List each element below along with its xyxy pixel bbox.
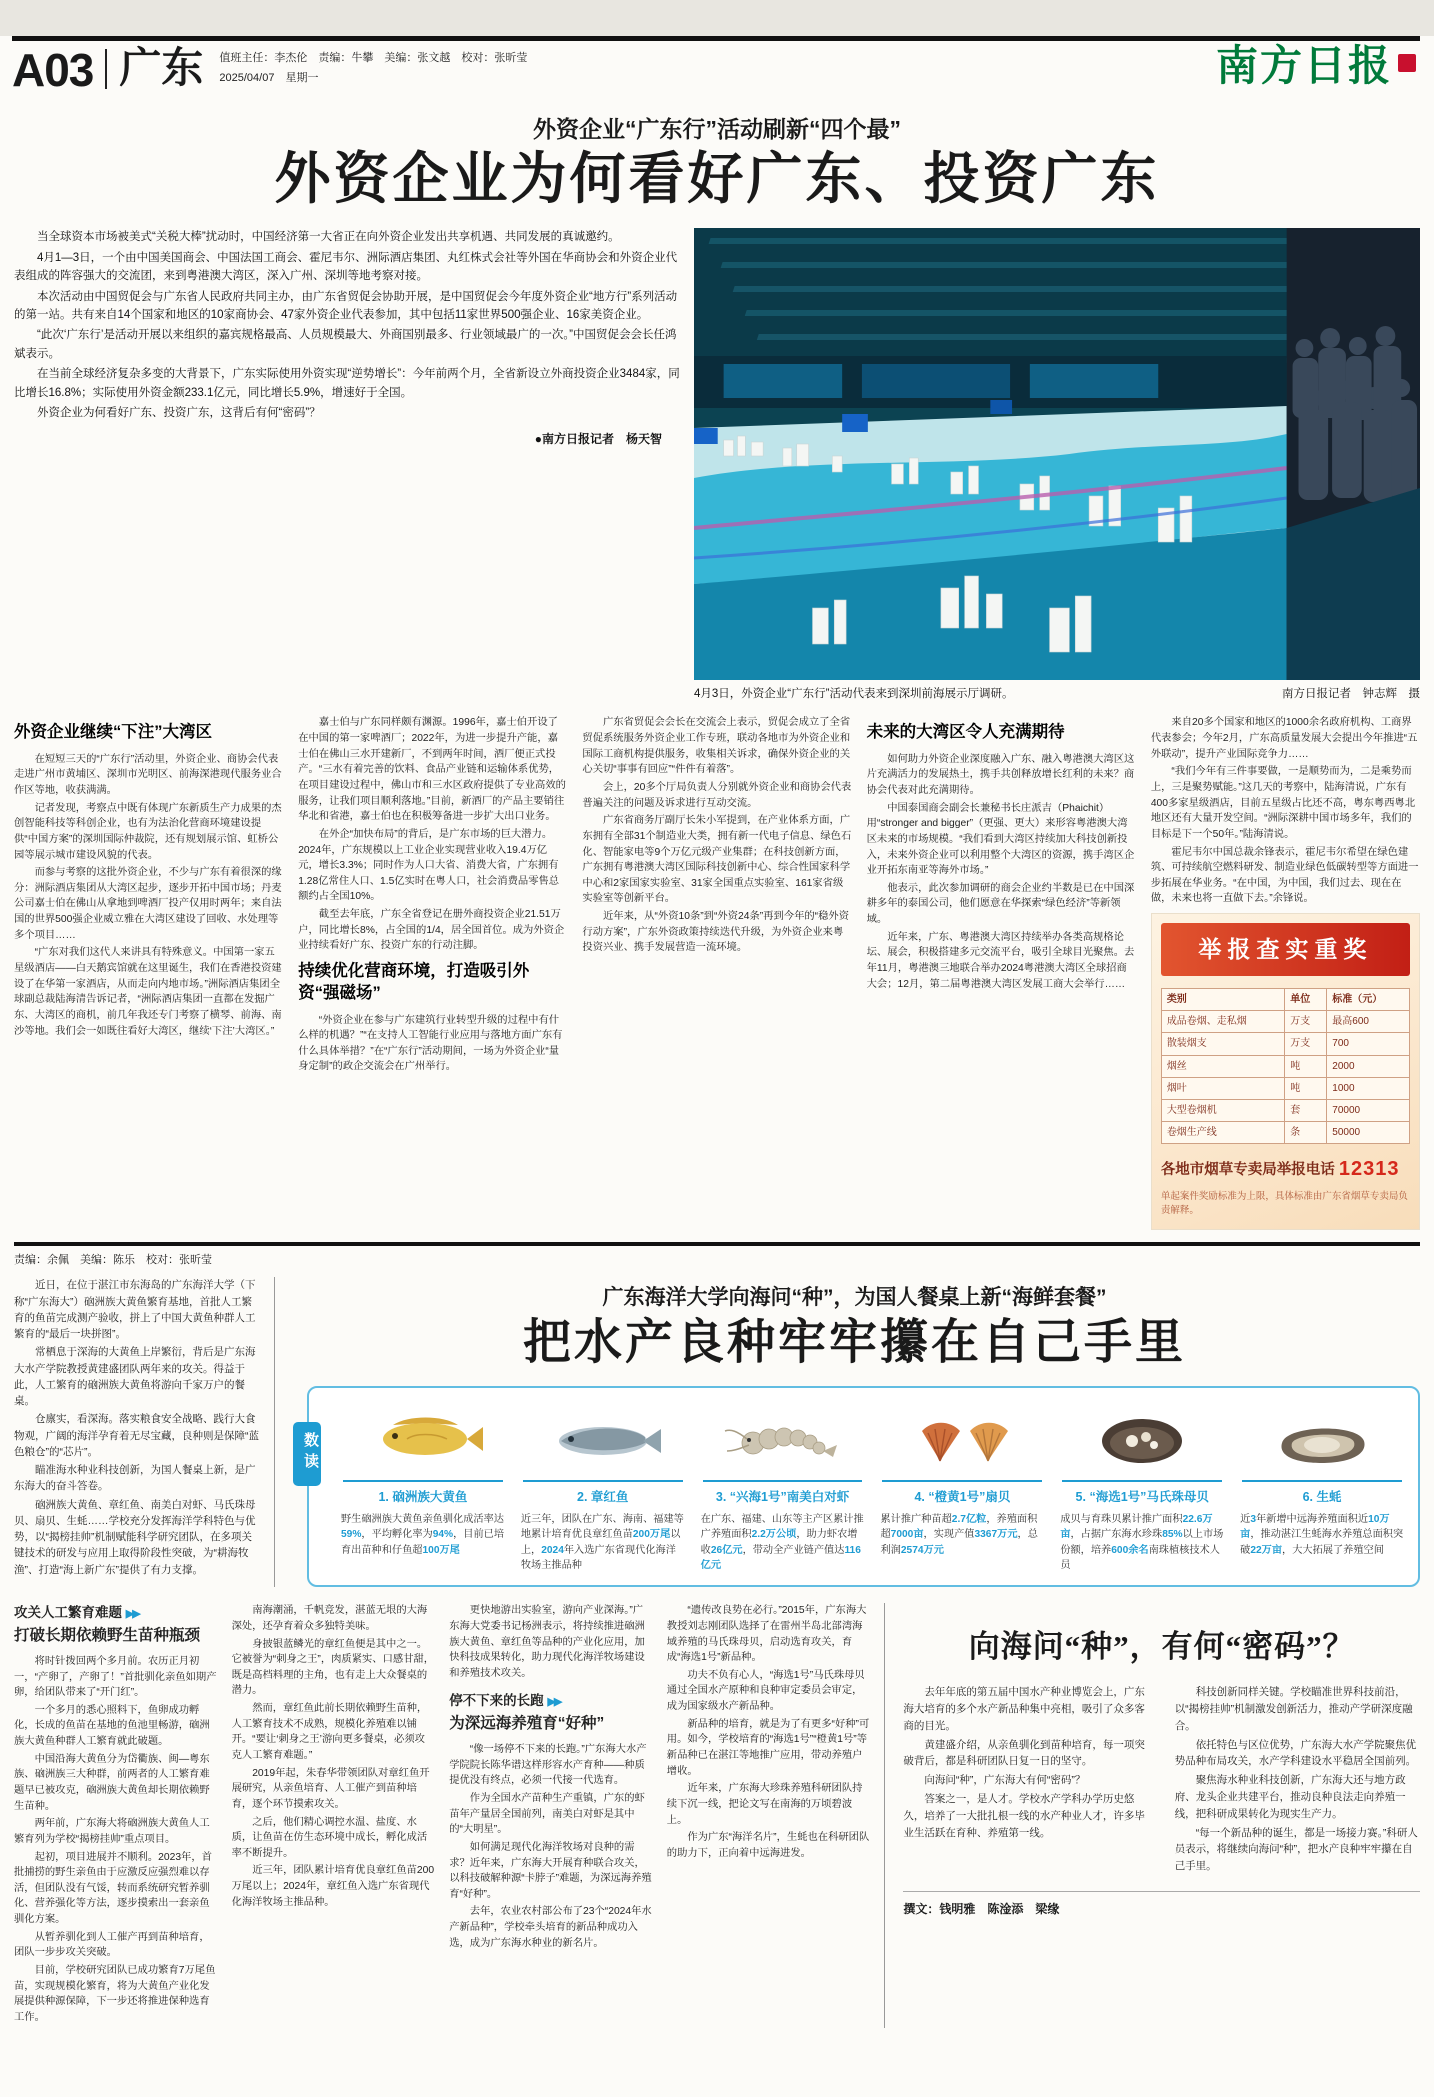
paragraph: 记者发现，考察点中既有体现广东新质生产力成果的杰创智能科技等科创企业，也有为法治化营商环境建设提供“中国方案”的深圳国际仲裁院，还有规划展示馆、虹桥公园等展示城市建设风貌的代表。	[14, 802, 282, 861]
paragraph: 当全球资本市场被美式“关税大棒”扰动时，中国经济第一大省正在向外资企业发出共享机遇、共同发展的真诚邀约。	[37, 231, 620, 244]
species-card-2	[519, 1402, 687, 1573]
cell-unit: 条	[1285, 1122, 1327, 1144]
article2-column-c	[449, 1603, 652, 2027]
feature-headline: 向海问“种”，有何“密码”？	[968, 1629, 1355, 1665]
paragraph: 广东省商务厅副厅长朱小军提到，在产业体系方面，广东拥有全部31个制造业大类，拥有新一代电子信息、绿色石化、智能家电等9个万亿元级产业集群；在科技创新方面，广东拥有粤港澳大湾区国际科技创新中心、综合性国家科学中心和2家国家实验室、31家全国重点实验室、161家省级实验室等创新平台。	[582, 815, 852, 905]
article2-kicker: 广东海洋大学向海问“种”，为国人餐桌上新“海鲜套餐”	[602, 1286, 1107, 1310]
article1-body	[0, 701, 1434, 1230]
species-image-oyster	[1238, 1402, 1406, 1476]
column-paragraphs	[449, 1603, 652, 1681]
paragraph: 4月1—3日，一个由中国美国商会、中国法国工商会、霍尼韦尔、洲际酒店集团、丸红株式会社等外国在华商协会和外资企业代表组成的阵容强大的交流团，来到粤港澳大湾区，深入广州、深圳等地考察对接。	[14, 251, 678, 283]
reporter-byline: ●南方日报记者 杨天智	[534, 432, 662, 447]
species-image-large-yellow-croaker	[339, 1402, 507, 1476]
paragraph: 身披银蓝鳞光的章红鱼便是其中之一。它被誉为“刺身之王”，肉质紧实、口感甘甜，既是高档料理的主角，也有走上大众餐桌的潜力。	[231, 1638, 435, 1697]
species-card-3	[699, 1402, 867, 1573]
column-paragraphs	[1151, 715, 1420, 907]
article1-column-2	[298, 715, 567, 1230]
article2-top	[0, 1277, 1434, 1587]
mid-section-heads	[449, 1691, 652, 1734]
paragraph: 在短短三天的“广东行”活动里，外资企业、商协会代表走进广州市黄埔区、深圳市光明区、前海深港现代服务业合作区等地，收获满满。	[14, 753, 282, 796]
paragraph: 如何满足现代化海洋牧场对良种的需求？近年来，广东海大开展育种联合攻关，以科技破解种源“卡脖子”难题，为深远海养殖育“好种”。	[449, 1841, 652, 1900]
cell-standard: 50000	[1327, 1122, 1410, 1144]
ad-title: 举报查实重奖	[1161, 923, 1410, 976]
paragraph: 近年来，广东海大珍珠养殖科研团队持续下沉一线，把论文写在南海的万顷碧波上。	[666, 1783, 863, 1826]
species-title: 5. “海选1号”马氏珠母贝	[1075, 1490, 1209, 1505]
cell-category: 散装烟支	[1161, 1033, 1284, 1055]
data-cards-box	[302, 1386, 1420, 1587]
article1-column-1	[14, 715, 283, 1230]
table-row	[1161, 1055, 1409, 1077]
column-paragraphs	[582, 715, 851, 956]
paragraph: “广东对我们这代人来讲具有特殊意义。中国第一家五星级酒店——白天鹅宾馆就在这里诞生，我们在香港投资建设了在华第一家酒店，从而走向内地市场。”洲际酒店集团全球副总裁陆海清告诉记者，“洲际酒店集团一直都在发掘广东、大湾区的商机，前几年我还专门考察了横琴、前海、南沙等地。我们会一如既往看好大湾区，继续‘下注’大湾区。”	[14, 947, 282, 1037]
paragraph: 聚焦海水种业科技创新，广东海大还与地方政府、龙头企业共建平台，推动良种良法走向养殖一线，把科研成果转化为现实生产力。	[1174, 1774, 1406, 1820]
paragraph: 来自20多个国家和地区的1000余名政府机构、工商界代表参会；今年2月，广东高质量发展大会提出今年推进“五外联动”，提升产业国际竞争力……	[1150, 717, 1418, 760]
masthead-credits	[219, 47, 527, 89]
article2-column-d	[667, 1603, 870, 2027]
news-photo	[694, 228, 1420, 680]
arrow-icon: ▶▶	[547, 1696, 561, 1709]
writers-credit: 撰文：钱明雅 陈淦添 梁缘	[903, 1891, 1420, 1917]
section-head-1: 外资企业继续“下注”大湾区	[14, 723, 212, 742]
species-image-scallop	[878, 1402, 1046, 1476]
lede-paragraphs	[14, 228, 682, 422]
pearl-shell-icon	[1082, 1409, 1202, 1469]
feature-paragraphs	[903, 1684, 1420, 1875]
article2-headline-block	[289, 1277, 1420, 1587]
species-stats: 近三年，团队在广东、海南、福建等地累计培育优良章红鱼苗200万尾以上，2024年入选广东省现代化海洋牧场主推品种	[520, 1514, 684, 1571]
paragraph: 仓廪实，看深海。落实粮食安全战略、践行大食物观，广阔的海洋孕育着无尽宝藏，良种则是保障“蓝色粮仓”的“芯片”。	[14, 1413, 259, 1458]
sub-section-head	[449, 1691, 652, 1712]
paper-logo	[1216, 33, 1416, 93]
paragraph: 去年年底的第五届中国水产种业博览会上，广东海大培育的多个水产新品种集中亮相，吸引了众多客商的目光。	[903, 1686, 1145, 1732]
cell-category: 烟丝	[1161, 1055, 1284, 1077]
paragraph: 目前，学校研究团队已成功繁育7万尾鱼苗，实现规模化繁育，将为大黄鱼产业化发展提供种源保障，下一步还将推进保种选育工作。	[14, 1965, 216, 2023]
table-row	[1161, 1099, 1409, 1121]
paragraph: 近年来，广东、粤港澳大湾区持续举办各类高规格论坛、展会，积极搭建多元交流平台，吸引全球目光聚焦。去年11月，粤港澳三地联合举办2024粤港澳大湾区全球招商大会；12月，第二届粤港澳大湾区发展工商大会举行……	[866, 931, 1135, 990]
column-paragraphs	[449, 1742, 652, 1951]
editor-credits: 值班主任：李杰伦 责编：牛攀 美编：张文越 校对：张昕莹	[219, 52, 528, 64]
species-stats: 成贝与育珠贝累计推广面积22.6万亩，占据广东海水珍珠85%以上市场份额，培养600余名南珠植核技术人员	[1060, 1514, 1224, 1571]
paragraph: “遗传改良势在必行。”2015年，广东海大教授刘志刚团队选择了在雷州半岛北部湾海域养殖的马氏珠母贝，启动选育攻关，育成“海选1号”新品种。	[666, 1605, 867, 1664]
paragraph: 如何助力外资企业深度融入广东、融入粤港澳大湾区这片充满活力的发展热土，携手共创释放增长红利的未来？商协会代表对此充满期待。	[866, 753, 1135, 796]
arrow-icon: ▶▶	[125, 1608, 139, 1621]
reward-table	[1161, 988, 1410, 1144]
species-image-white-shrimp	[699, 1402, 867, 1476]
paragraph: 更快地游出实验室，游向产业深海。”广东海大党委书记杨洲表示，将持续推进硇洲族大黄鱼、章红鱼等品种的产业化应用，加快科技成果转化，助力现代化海洋牧场建设和养殖技术攻关。	[449, 1605, 645, 1679]
column-paragraphs	[14, 752, 283, 1040]
masthead-divider	[105, 49, 107, 89]
sub-section-head	[14, 1603, 217, 1624]
cell-standard: 最高600	[1327, 1011, 1410, 1033]
scallop-icon	[902, 1409, 1022, 1469]
paragraph: 会上，20多个厅局负责人分别就外资企业和商协会代表普遍关注的问题及诉求进行互动交流。	[582, 781, 852, 809]
column-paragraphs	[298, 1013, 567, 1076]
paragraph: “我们今年有三件事要做，一是顺势而为，二是乘势而上，三是聚势赋能。”这几天的考察中，陆海清说，广东有400多家星级酒店，目前五星级占比还不高，粤东粤西粤北地区还有大量开发空间。“洲际深耕中国市场多年，我们的目标是下一个50年。”陆海清说。	[1150, 766, 1416, 840]
species-card-1	[339, 1402, 507, 1573]
paragraph: “外资企业在参与广东建筑行业转型升级的过程中有什么样的机遇？”“在支持人工智能行业应用与落地方面广东有什么具体举措？”在“广东行”活动期间，一场为外资企业“量身定制”的政企交流会在广州举行。	[298, 1014, 563, 1073]
species-card-5	[1058, 1402, 1226, 1573]
report-hotline	[1161, 1154, 1410, 1184]
col-header: 标准（元）	[1327, 989, 1410, 1011]
species-stats: 在广东、福建、山东等主产区累计推广养殖面积2.2万公顷，助力虾农增收26亿元，带动全产业链产值达116亿元	[700, 1514, 864, 1571]
col-header: 单位	[1285, 989, 1327, 1011]
sub-section-title: 为深远海养殖育“好种”	[449, 1714, 605, 1732]
article1-headline: 外资企业为何看好广东、投资广东	[274, 149, 1160, 211]
paragraph: 从暂养驯化到人工催产再到苗种培育，团队一步步攻关突破。	[14, 1931, 210, 1959]
paragraph: “每一个新品种的诞生，都是一场接力赛。”科研人员表示，将继续向海问“种”，把水产良种牢牢攥在自己手里。	[1174, 1826, 1418, 1873]
paragraph: 南海潮涌，千帆竞发，湛蓝无垠的大海深处，还孕育着众多独特美味。	[231, 1605, 428, 1632]
paragraph: 瞄准海水种业科技创新，为国人餐桌上新，是广东海大的奋斗答卷。	[14, 1464, 256, 1493]
sub-head-text: 攻关人工繁育难题	[14, 1605, 122, 1621]
paragraph: 本次活动由中国贸促会与广东省人民政府共同主办，由广东省贸促会协助开展，是中国贸促会今年度外资企业“地方行”系列活动的第一站。共有来自14个国家和地区的10家商协会、47家外资企业代表参加，其中包括11家世界500强企业、16家美资企业。	[14, 290, 678, 321]
species-title: 6. 生蚝	[1302, 1490, 1342, 1505]
ad-footnote: 单起案件奖励标准为上限，具体标准由广东省烟草专卖局负责解释。	[1160, 1190, 1408, 1216]
article1-top	[0, 228, 1434, 701]
hotline-number: 12313	[1338, 1158, 1400, 1181]
table-row	[1161, 1033, 1409, 1055]
paragraph: 嘉士伯与广东同样颇有渊源。1996年，嘉士伯开设了在中国的第一家啤酒厂；2022年，为进一步提升产能，嘉士伯在佛山三水开建新厂，不到两年时间，酒厂便正式投产。“三水有着完善的饮料、食品产业链和运输体系优势，在项目建设过程中，佛山市和三水区政府提供了专业高效的服务，让我们项目顺利落地。”目前，新酒厂的产品主要销往华北和省港，嘉士伯也在积极筹备进一步扩大出口业务。	[298, 717, 566, 823]
newspaper-page	[0, 36, 1434, 2097]
data-readout-tab: 数读	[293, 1422, 321, 1486]
page-number: A03	[12, 44, 94, 96]
species-title: 4. “橙黄1号”扇贝	[914, 1490, 1011, 1505]
section-head-2: 持续优化营商环境，打造吸引外资“强磁场”	[298, 962, 530, 1003]
species-stats: 累计推广种苗超2.7亿粒，养殖面积超7000亩，实现产值3367万元，总利润2574万元	[880, 1514, 1038, 1556]
paragraph: 作为广东“海洋名片”，生蚝也在科研团队的助力下，正向着中远海进发。	[666, 1832, 870, 1859]
paragraph: 一个多月的悉心照料下，鱼卵成功孵化，长成的鱼苗在基地的鱼池里畅游，硇洲族大黄鱼种群人工繁育就此破题。	[14, 1704, 210, 1748]
column-paragraphs	[232, 1603, 435, 1910]
sub-section-title: 打破长期依赖野生苗种瓶颈	[14, 1626, 201, 1644]
paragraph: “此次‘广东行’是活动开展以来组织的嘉宾规格最高、人员规模最大、外商国别最多、行业领域最广的一次。”中国贸促会会长任鸿斌表示。	[14, 329, 677, 360]
column-paragraphs	[298, 715, 567, 954]
photo-credit: 南方日报记者 钟志辉 摄	[1282, 688, 1420, 701]
cell-unit: 万支	[1285, 1033, 1327, 1055]
photo-caption: 4月3日，外资企业“广东行”活动代表来到深圳前海展示厅调研。	[694, 688, 1014, 701]
cell-standard: 2000	[1327, 1055, 1410, 1077]
cell-standard: 1000	[1327, 1077, 1410, 1099]
article1-column-3	[582, 715, 851, 1230]
paragraph: 之后，他们精心调控水温、盐度、水质，让鱼苗在仿生态环境中成长，孵化成活率不断提升。	[231, 1816, 428, 1859]
paragraph: 答案之一，是人才。学校水产学科办学历史悠久，培养了一大批扎根一线的水产种业人才，许多毕业生活跃在育种、养殖第一线。	[903, 1793, 1145, 1839]
cell-category: 烟叶	[1161, 1077, 1284, 1099]
paragraph: 起初，项目进展并不顺利。2023年，首批捕捞的野生亲鱼由于应激反应强烈难以存活，但团队没有气馁，转而系统研究暂养驯化、营养强化等方法，逐步摸索出一套亲鱼驯化方案。	[14, 1851, 212, 1926]
table-row	[1161, 1011, 1409, 1033]
paragraph: 中国泰国商会副会长兼秘书长庄派吉（Phaichit）用“stronger and bigger”（更强、更大）来形容粤港澳大湾区未来的市场规模。“我们看到大湾区持续加大科技创新投入，未来外资企业可以利用整个大湾区的资源，携手湾区企业开拓东南亚等海外市场。”	[866, 802, 1135, 877]
article1-photo-block	[694, 228, 1420, 701]
species-image-pearl-oyster	[1058, 1402, 1226, 1476]
paragraph: 科技创新同样关键。学校瞄准世界科技前沿，以“揭榜挂帅”机制激发创新活力，推动产学研深度融合。	[1174, 1686, 1413, 1732]
shrimp-icon	[723, 1409, 843, 1469]
cell-category: 大型卷烟机	[1161, 1099, 1284, 1121]
paragraph: 近三年，团队累计培育优良章红鱼苗200万尾以上；2024年，章红鱼入选广东省现代化海洋牧场主推品种。	[231, 1865, 435, 1908]
table-header-row	[1161, 989, 1409, 1011]
article2-intro-column	[14, 1277, 275, 1587]
article1-kicker: 外资企业“广东行”活动刷新“四个最”	[533, 116, 901, 142]
issue-date: 2025/04/07 星期一	[219, 71, 319, 84]
article2-column-b	[232, 1603, 435, 2027]
species-image-amberjack	[519, 1402, 687, 1476]
species-card-4	[878, 1402, 1046, 1573]
paragraph: 去年，农业农村部公布了23个“2024年水产新品种”，学校牵头培育的新品种成功入选，成为广东海水种业的新名片。	[449, 1906, 652, 1949]
cell-category: 卷烟生产线	[1161, 1122, 1284, 1144]
paragraph: 近日，在位于湛江市东海岛的广东海洋大学（下称“广东海大”）硇洲族大黄鱼繁育基地，首批人工繁育的鱼苗完成测产验收，拼上了中国大黄鱼种群人工繁育的“最后一块拼图”。	[14, 1279, 256, 1341]
cell-unit: 吨	[1285, 1055, 1327, 1077]
oyster-icon	[1262, 1409, 1382, 1469]
paragraph: 然而，章红鱼此前长期依赖野生苗种，人工繁育技术不成熟，规模化养殖难以铺开。“要让‘刺身之王’游向更多餐桌，必须攻克人工繁育难题。”	[231, 1703, 428, 1761]
paragraph: 广东省贸促会会长在交流会上表示，贸促会成立了全省贸促系统服务外资企业工作专班，联动各地市为外资企业和国际工商机构提供服务，收集相关诉求，确保外资企业的关心关切“事事有回应”“件件有着落”。	[582, 717, 851, 776]
paragraph: 他表示，此次参加调研的商会企业约半数是已在中国深耕多年的泰国公司，他们愿意在华探索“绿色经济”等新领域。	[866, 882, 1135, 926]
paragraph: 硇洲族大黄鱼、章红鱼、南美白对虾、马氏珠母贝、扇贝、生蚝……学校充分发挥海洋学科特色与优势，以“揭榜挂帅”机制赋能科学研究团队，在多项关键技术的研发与应用上取得阶段性突破，为“耕海牧渔”、打造“海上新广东”提供了有力支撑。	[14, 1498, 256, 1576]
feature-box	[884, 1603, 1420, 2027]
fish-icon	[363, 1409, 483, 1469]
paragraph: 依托特色与区位优势，广东海大水产学院聚焦优势品种布局攻关，水产学科建设水平稳居全国前列。	[1174, 1738, 1417, 1768]
paragraph: 2019年起，朱春华带领团队对章红鱼开展研究，从亲鱼培育、人工催产到苗种培育，逐个环节摸索攻关。	[231, 1767, 430, 1810]
cell-category: 成品卷烟、走私烟	[1161, 1011, 1284, 1033]
tobacco-reward-ad	[1151, 913, 1420, 1230]
section-name: 广东	[119, 44, 204, 91]
paragraph: 两年前，广东海大将硇洲族大黄鱼人工繁育列为学校“揭榜挂帅”重点项目。	[14, 1818, 210, 1845]
article2-bottom	[0, 1587, 1434, 2027]
col-header: 类别	[1161, 989, 1284, 1011]
article1-column-4	[867, 715, 1136, 1230]
paragraph: 近年来，从“外资10条”到“外资24条”再到今年的“稳外资行动方案”，广东外资政策持续迭代升级，为外资企业来粤投资兴业、携手发展营造一流环境。	[582, 911, 849, 954]
column-paragraphs	[867, 752, 1136, 993]
paragraph: 功夫不负有心人，“海选1号”马氏珠母贝通过全国水产原种和良种审定委员会审定，成为国家级水产新品种。	[666, 1669, 865, 1713]
article1-column-5	[1151, 715, 1420, 1230]
paragraph: 常栖息于深海的大黄鱼上岸繁衍，背后是广东海大水产学院教授黄建盛团队两年来的攻关。得益于此，人工繁育的硇洲族大黄鱼将游向千家万户的餐桌。	[14, 1346, 256, 1408]
paper-name: 南方日报	[1215, 44, 1392, 90]
table-row	[1161, 1077, 1409, 1099]
column-paragraphs	[667, 1603, 870, 1861]
table-row	[1161, 1122, 1409, 1144]
species-stats: 野生硇洲族大黄鱼亲鱼驯化成活率达59%，平均孵化率为94%，目前已培育出苗种和仔鱼超100万尾	[341, 1514, 505, 1556]
cell-unit: 套	[1285, 1099, 1327, 1121]
cell-standard: 700	[1327, 1033, 1410, 1055]
article2-column-a	[14, 1603, 217, 2027]
paragraph: “像一场停不下来的长跑。”广东海大水产学院院长陈华谱这样形容水产育种——种质提优没有终点，必须一代接一代选育。	[449, 1744, 647, 1787]
species-title: 1. 硇洲族大黄鱼	[378, 1490, 468, 1505]
species-card-6	[1238, 1402, 1406, 1573]
paragraph: 在当前全球经济复杂多变的大背景下，广东实际使用外资实现“逆势增长”：今年前两个月，全省新设立外商投资企业3484家，同比增长16.8%；实际使用外资金额233.1亿元，同比增长5.9%，增速好于全国。	[14, 368, 680, 399]
species-title: 2. 章红鱼	[577, 1490, 629, 1505]
hotline-label: 各地市烟草专卖局举报电话	[1160, 1162, 1335, 1179]
paragraph: 黄建盛介绍，从亲鱼驯化到苗种培育，每一项突破背后，都是科研团队日复一日的坚守。	[903, 1738, 1145, 1768]
paragraph: 而参与考察的这批外资企业，不少与广东有着很深的缘分：洲际酒店集团从大湾区起步，逐步开拓中国市场；丹麦公司嘉士伯在佛山从拿地到啤酒厂投产仅用时两年；来自法国的世界500强企业威立雅在大湾区建设了回收、水处理等多个项目……	[14, 867, 282, 941]
sub-head-text: 停不下来的长跑	[449, 1693, 544, 1709]
cell-unit: 万支	[1285, 1011, 1327, 1033]
cell-standard: 70000	[1327, 1099, 1410, 1121]
paper-seal-icon	[1398, 54, 1416, 72]
masthead	[0, 41, 1434, 97]
paragraph: 霍尼韦尔中国总裁余锋表示，霍尼韦尔希望在绿色建筑、可持续航空燃料研发、制造业绿色低碳转型等方面进一步拓展在华业务。“在中国，为中国，我们过去、现在在做，未来也将一直做下去。”余锋说。	[1150, 846, 1419, 905]
section-head-3: 未来的大湾区令人充满期待	[866, 723, 1065, 742]
photo-caption-row	[694, 685, 1420, 701]
article1-lede	[14, 228, 682, 701]
column-paragraphs	[14, 1654, 217, 2026]
exhibition-hall-illustration	[694, 228, 1420, 680]
paragraph: 在外企“加快布局”的背后，是广东市场的巨大潜力。2024年，广东规模以上工业企业实现营业收入19.4万亿元，增长3.3%；同时作为人口大省、消费大省，广东拥有1.28亿常住人口、1.5亿实时在粤人口，社会消费品零售总额约占全国10%。	[298, 828, 560, 903]
paragraph: 将时针拨回两个多月前。农历正月初一，“产卵了，产卵了！”首批驯化亲鱼如期产卵，给团队带来了“开门红”。	[14, 1655, 217, 1699]
species-title: 3. “兴海1号”南美白对虾	[715, 1490, 850, 1505]
species-stats: 近3年新增中远海养殖面积近10万亩，推动湛江生蚝海水养殖总面积突破22万亩，大大拓展了养殖空间	[1240, 1514, 1404, 1556]
fish-icon	[543, 1409, 663, 1469]
cell-unit: 吨	[1285, 1077, 1327, 1099]
paragraph: 作为全国水产苗种生产重镇，广东的虾苗年产量居全国前列，南美白对虾是其中的“大明星”。	[449, 1793, 645, 1836]
paragraph: 新品种的培育，就是为了有更多“好种”可用。如今，学校培育的“海选1号”“橙黄1号”等新品种已在湛江等地推广应用，带动养殖户增收。	[666, 1718, 870, 1777]
intro-paragraphs	[14, 1277, 262, 1578]
article2-byline: 责编：余佩 美编：陈乐 校对：张昕莹	[14, 1254, 212, 1267]
paragraph: 外资企业为何看好广东、投资广东，这背后有何“密码”？	[37, 406, 321, 419]
paragraph: 中国沿海大黄鱼分为岱衢族、闽—粤东族、硇洲族三大种群，前两者的人工繁育难题早已被攻克，硇洲族大黄鱼却长期依赖野生苗种。	[14, 1753, 210, 1812]
paragraph: 向海问“种”，广东海大有何“密码”？	[924, 1774, 1086, 1787]
article2-headline: 把水产良种牢牢攥在自己手里	[522, 1316, 1186, 1370]
paragraph: 截至去年底，广东全省登记在册外商投资企业21.51万户，同比增长8%，占全国的1/4，居全国首位。成为外资企业持续看好广东、投资广东的行动注脚。	[298, 909, 565, 952]
